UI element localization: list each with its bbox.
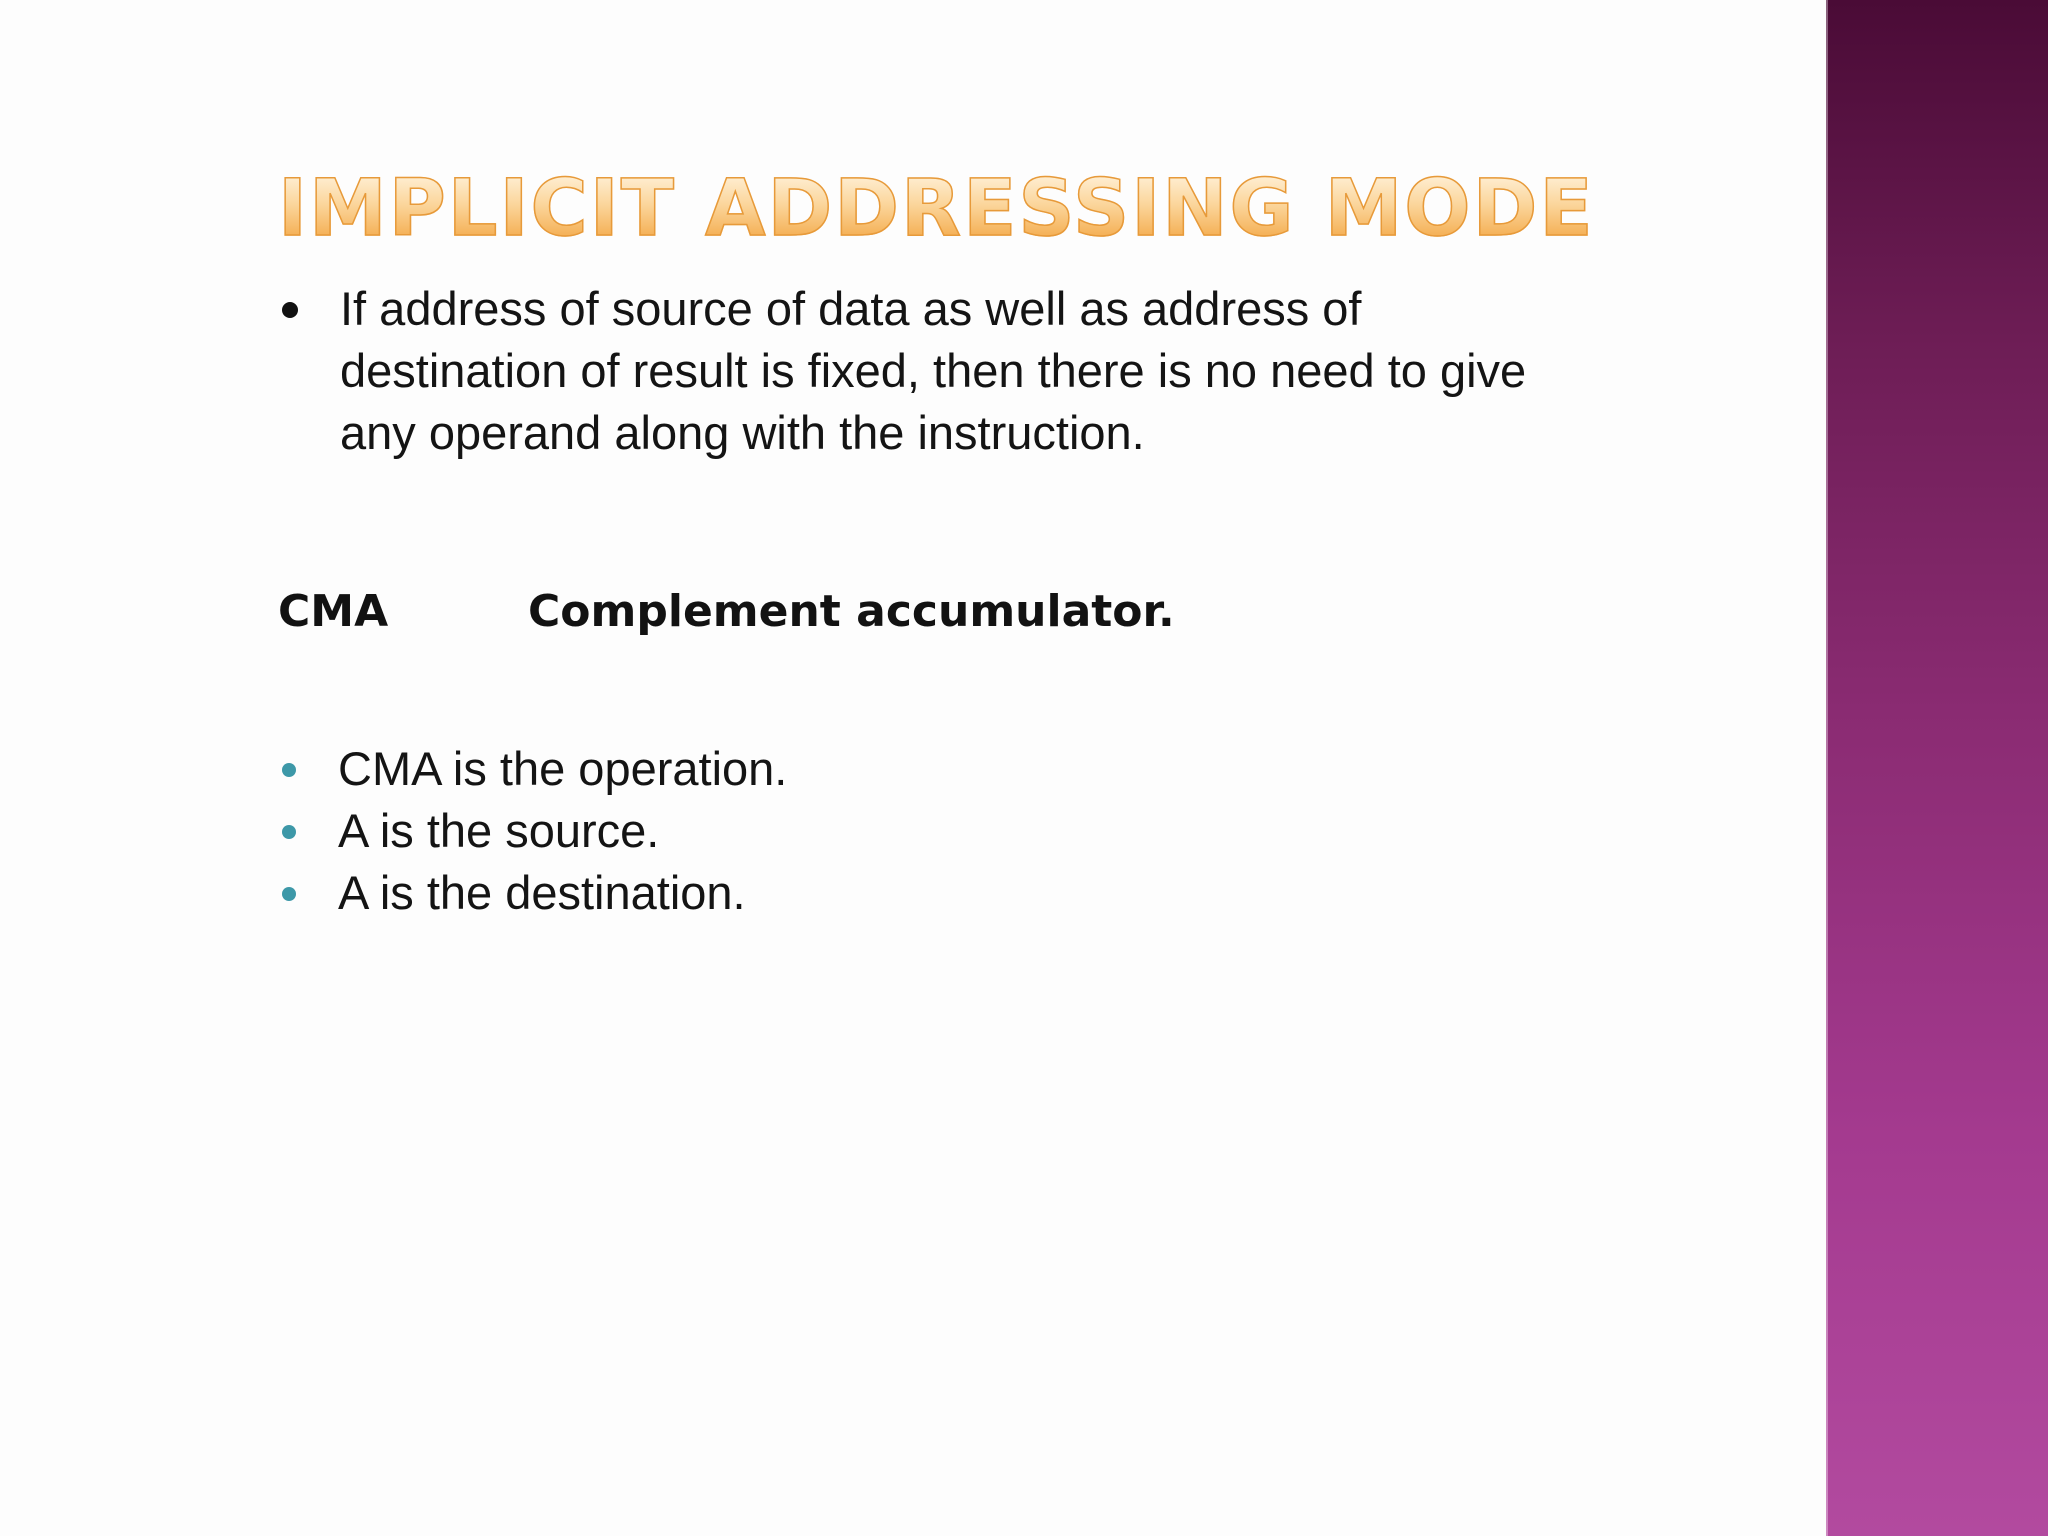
slide-title: IMPLICIT ADDRESSING MODE: [278, 164, 1595, 254]
instruction-description: Complement accumulator.: [528, 586, 1175, 637]
intro-bullet-text: If address of source of data as well as address of destination of result is fixed, then there is no need to give any operand along with the instruction.: [340, 282, 1527, 459]
teal-bullet-icon: [282, 825, 296, 839]
decorative-side-band: [1826, 0, 2048, 1536]
point-text: CMA is the operation.: [338, 742, 788, 795]
point-item: [278, 862, 787, 924]
points-list: [278, 738, 787, 924]
bullet-icon: [282, 302, 298, 318]
point-text: A is the destination.: [338, 866, 746, 919]
point-item: [278, 738, 787, 800]
teal-bullet-icon: [282, 763, 296, 777]
teal-bullet-icon: [282, 887, 296, 901]
intro-bullet-item: [278, 278, 1578, 464]
point-text: A is the source.: [338, 804, 660, 857]
instruction-example: [278, 582, 1175, 642]
instruction-mnemonic: CMA: [278, 586, 389, 637]
intro-bullet-list: [278, 278, 1578, 464]
point-item: [278, 800, 787, 862]
